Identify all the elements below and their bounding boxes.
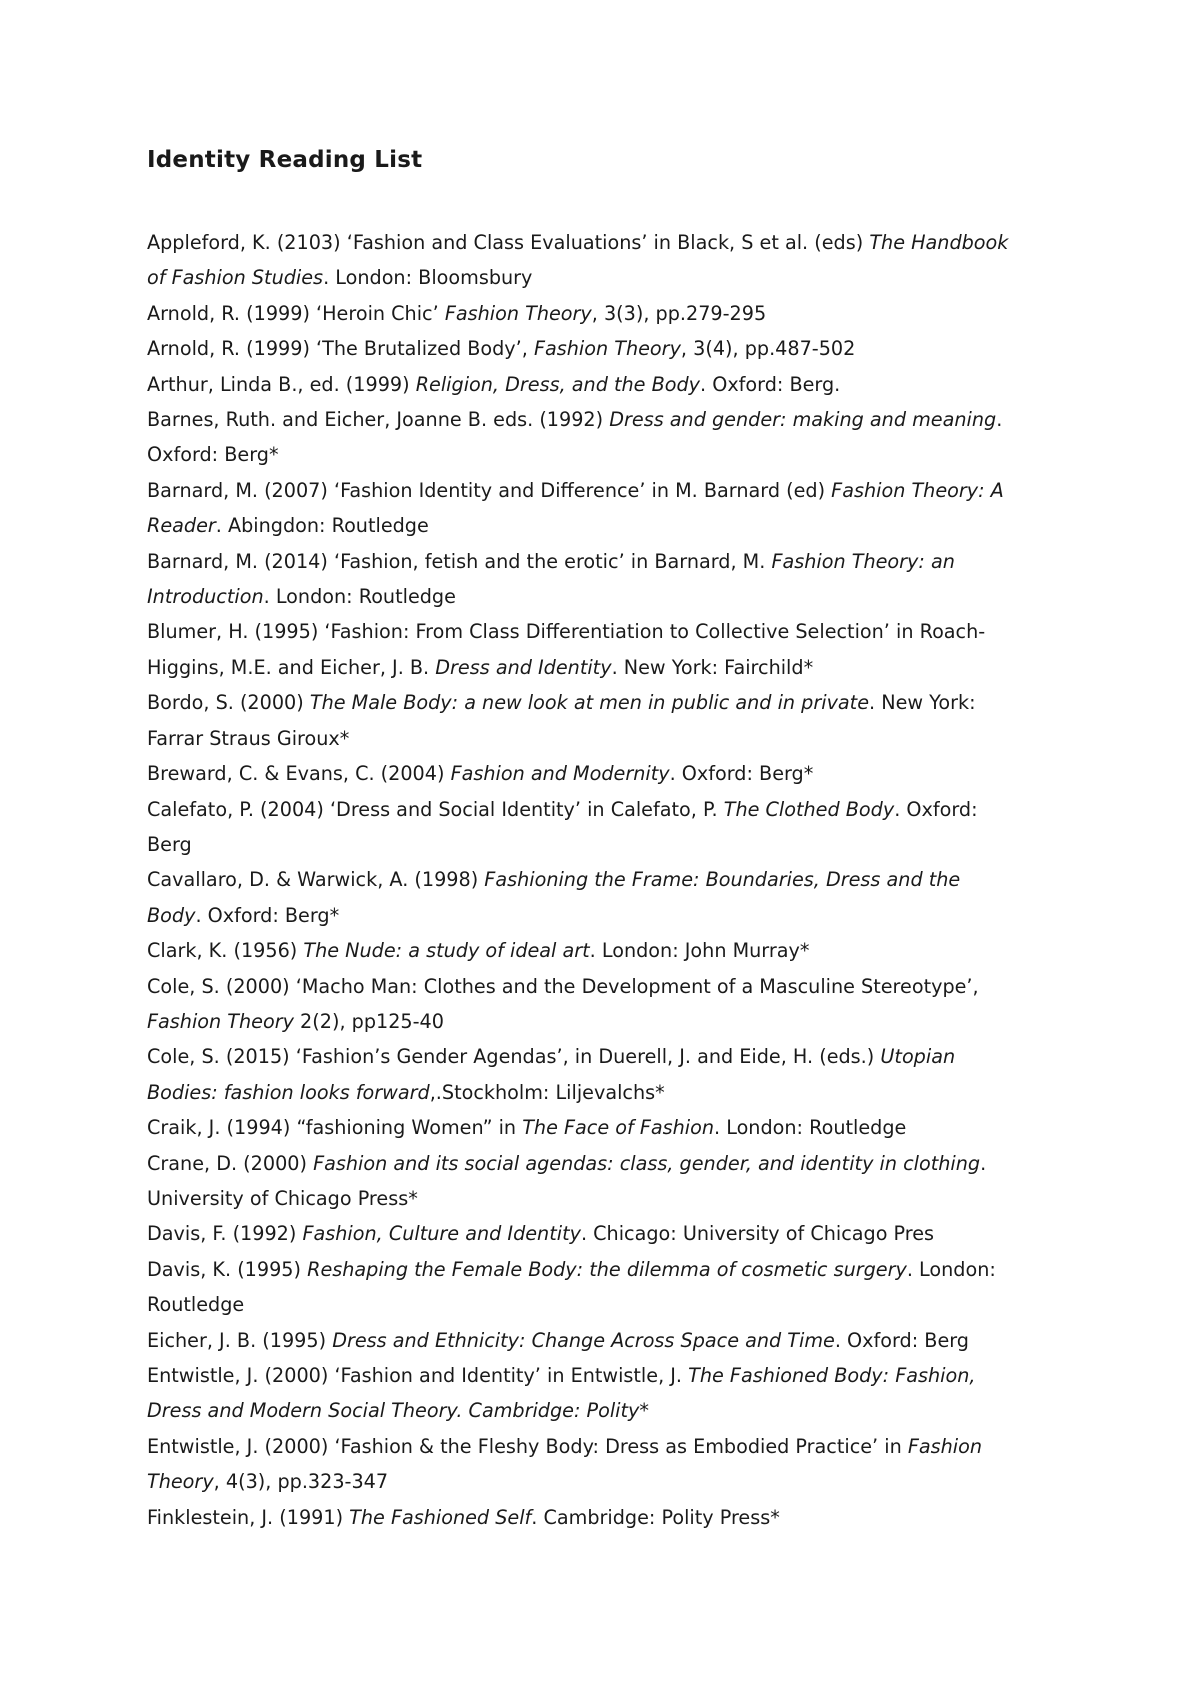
reference-text: . bbox=[980, 1151, 987, 1175]
reference-italic-text: Religion, Dress, and the Body bbox=[415, 372, 701, 396]
reference-line bbox=[147, 827, 1067, 862]
reference-italic-text: Theory bbox=[147, 1470, 214, 1494]
reference-text: Entwistle, J. (2000) ‘Fashion & the Fleshy Body: Dress as Embodied Practice’ in bbox=[147, 1434, 908, 1458]
reference-italic-text: Introduction bbox=[147, 585, 264, 609]
reference-text: . Oxford: Berg. bbox=[700, 372, 841, 396]
reference-text: Clark, K. (1956) bbox=[147, 939, 304, 963]
reference-text: . Cambridge: Polity Press* bbox=[531, 1505, 780, 1529]
reference-italic-text: Fashion Theory bbox=[533, 337, 681, 361]
reference-text: Crane, D. (2000) bbox=[147, 1151, 314, 1175]
reference-line bbox=[147, 402, 1067, 437]
reference-entry bbox=[147, 1110, 1067, 1145]
reference-line bbox=[147, 898, 1067, 933]
reference-italic-text: Dress and Ethnicity: Change Across Space and Time bbox=[332, 1328, 835, 1352]
reference-text: . London: bbox=[906, 1257, 996, 1281]
reference-entry bbox=[147, 1216, 1067, 1251]
reference-entry bbox=[147, 1252, 1067, 1323]
reference-entry bbox=[147, 1323, 1067, 1358]
reference-italic-text: Fashion, Culture and Identity bbox=[302, 1222, 581, 1246]
reference-text: , 3(4), pp.487-502 bbox=[680, 337, 856, 361]
reference-text: Barnard, M. (2014) ‘Fashion, fetish and the erotic’ in Barnard, M. bbox=[147, 549, 772, 573]
reference-line bbox=[147, 437, 1067, 472]
reference-italic-text: The Nude: a study of ideal art bbox=[303, 939, 590, 963]
reference-text: Calefato, P. (2004) ‘Dress and Social Identity’ in Calefato, P. bbox=[147, 797, 724, 821]
reference-line bbox=[147, 1252, 1067, 1287]
reference-entry bbox=[147, 473, 1067, 544]
reference-entry bbox=[147, 969, 1067, 1040]
reference-text: Routledge bbox=[147, 1293, 245, 1317]
reference-italic-text: The Male Body: a new look at men in public and in private bbox=[309, 691, 870, 715]
reference-line bbox=[147, 1393, 1067, 1428]
reference-text: Barnard, M. (2007) ‘Fashion Identity and Difference’ in M. Barnard (ed) bbox=[147, 478, 832, 502]
reference-text: . London: Routledge bbox=[714, 1116, 907, 1140]
reference-entry bbox=[147, 862, 1067, 933]
reference-text: . New York: bbox=[869, 691, 976, 715]
reference-italic-text: Fashion and its social agendas: class, gender, and identity in clothing bbox=[313, 1151, 981, 1175]
reference-text: Cole, S. (2000) ‘Macho Man: Clothes and the Development of a Masculine Stereotype’, bbox=[147, 974, 979, 998]
reference-line bbox=[147, 1323, 1067, 1358]
reference-line bbox=[147, 1500, 1067, 1535]
reference-text: Appleford, K. (2103) ‘Fashion and Class Evaluations’ in Black, S et al. (eds) bbox=[147, 231, 870, 254]
reference-text: Craik, J. (1994) “fashioning Women” in bbox=[147, 1116, 523, 1140]
reference-line bbox=[147, 969, 1067, 1004]
reference-italic-text: Body bbox=[147, 903, 196, 927]
reference-text: Arthur, Linda B., ed. (1999) bbox=[147, 372, 416, 396]
reference-italic-text: Dress and Modern Social Theory. Cambridge: Polity* bbox=[147, 1399, 649, 1423]
reference-text: Davis, F. (1992) bbox=[147, 1222, 303, 1246]
reference-line bbox=[147, 1146, 1067, 1181]
reference-text: Barnes, Ruth. and Eicher, Joanne B. eds. (1992) bbox=[147, 408, 610, 432]
reference-entry bbox=[147, 1358, 1067, 1429]
reference-text: . Chicago: University of Chicago Pres bbox=[580, 1222, 935, 1246]
reference-line bbox=[147, 721, 1067, 756]
reference-text: Cole, S. (2015) ‘Fashion’s Gender Agendas’, in Duerell, J. and Eide, H. (eds.) bbox=[147, 1045, 881, 1069]
reference-line bbox=[147, 933, 1067, 968]
reference-entry bbox=[147, 296, 1067, 331]
reference-line bbox=[147, 1004, 1067, 1039]
reference-italic-text: of Fashion Studies bbox=[147, 266, 324, 290]
reference-text: 2(2), pp125-40 bbox=[293, 1009, 444, 1033]
reference-list bbox=[147, 225, 1067, 1535]
reference-line bbox=[147, 260, 1067, 295]
reference-line bbox=[147, 1039, 1067, 1074]
reference-line bbox=[147, 1181, 1067, 1216]
reference-text: . Oxford: Berg bbox=[834, 1328, 969, 1352]
reference-entry bbox=[147, 367, 1067, 402]
reference-italic-text: Fashion bbox=[907, 1434, 983, 1458]
page-title: Identity Reading List bbox=[147, 147, 423, 173]
reference-line bbox=[147, 1110, 1067, 1145]
reference-line bbox=[147, 473, 1067, 508]
reference-text: . London: Bloomsbury bbox=[323, 266, 533, 290]
reference-text: . bbox=[996, 408, 1003, 432]
reference-line bbox=[147, 331, 1067, 366]
reference-text: Berg bbox=[147, 832, 192, 856]
reference-entry bbox=[147, 933, 1067, 968]
reference-entry bbox=[147, 1039, 1067, 1110]
reference-italic-text: Bodies: fashion looks forward bbox=[147, 1080, 430, 1104]
reference-entry bbox=[147, 402, 1067, 473]
reference-line bbox=[147, 367, 1067, 402]
reference-text: . New York: Fairchild* bbox=[611, 655, 814, 679]
reference-entry bbox=[147, 225, 1067, 296]
reference-text: . Oxford: Berg* bbox=[195, 903, 340, 927]
reference-line bbox=[147, 1075, 1067, 1110]
reference-italic-text: Fashion Theory: an bbox=[771, 549, 955, 573]
reference-italic-text: The Handbook bbox=[869, 231, 1009, 254]
reference-text: . Abingdon: Routledge bbox=[215, 514, 429, 538]
reference-text: . Oxford: bbox=[894, 797, 978, 821]
reference-italic-text: Dress and gender: making and meaning bbox=[609, 408, 997, 432]
reference-line bbox=[147, 792, 1067, 827]
reference-entry bbox=[147, 756, 1067, 791]
reference-line bbox=[147, 756, 1067, 791]
reference-entry bbox=[147, 1500, 1067, 1535]
reference-line bbox=[147, 1464, 1067, 1499]
reference-line bbox=[147, 579, 1067, 614]
reference-entry bbox=[147, 1429, 1067, 1500]
reference-line bbox=[147, 614, 1067, 649]
reference-italic-text: Fashioning the Frame: Boundaries, Dress and the bbox=[484, 868, 961, 892]
reference-line bbox=[147, 685, 1067, 720]
reference-line bbox=[147, 1429, 1067, 1464]
reference-italic-text: Utopian bbox=[880, 1045, 956, 1069]
reference-text: Entwistle, J. (2000) ‘Fashion and Identity’ in Entwistle, J. bbox=[147, 1364, 689, 1387]
reference-line bbox=[147, 1216, 1067, 1251]
reference-entry bbox=[147, 1146, 1067, 1217]
reference-text: . Oxford: Berg* bbox=[669, 762, 814, 786]
reference-italic-text: The Fashioned Self bbox=[349, 1505, 532, 1529]
reference-italic-text: Fashion and Modernity bbox=[450, 762, 670, 786]
reference-entry bbox=[147, 544, 1067, 615]
reference-italic-text: Fashion Theory: A bbox=[831, 478, 1004, 502]
reference-text: , 3(3), pp.279-295 bbox=[591, 301, 767, 325]
reference-text: . London: Routledge bbox=[263, 585, 456, 609]
reference-text: Breward, C. & Evans, C. (2004) bbox=[147, 762, 451, 786]
reference-text: Davis, K. (1995) bbox=[147, 1257, 308, 1281]
reference-text: ,.Stockholm: Liljevalchs* bbox=[429, 1080, 665, 1104]
reference-line bbox=[147, 544, 1067, 579]
reference-italic-text: Reader bbox=[147, 514, 216, 538]
reference-italic-text: Fashion Theory bbox=[147, 1009, 294, 1033]
reference-entry bbox=[147, 685, 1067, 756]
reference-line bbox=[147, 296, 1067, 331]
reference-line bbox=[147, 650, 1067, 685]
reference-text: University of Chicago Press* bbox=[147, 1186, 418, 1210]
reference-text: Finklestein, J. (1991) bbox=[147, 1505, 350, 1529]
reference-text: Bordo, S. (2000) bbox=[147, 691, 310, 715]
reference-text: , 4(3), pp.323-347 bbox=[213, 1470, 389, 1494]
reference-text: Higgins, M.E. and Eicher, J. B. bbox=[147, 655, 436, 679]
reference-line bbox=[147, 1287, 1067, 1322]
reference-italic-text: The Face of Fashion bbox=[522, 1116, 715, 1140]
reference-text: . London: John Murray* bbox=[589, 939, 810, 963]
reference-italic-text: The Clothed Body bbox=[723, 797, 895, 821]
reference-italic-text: Fashion Theory bbox=[444, 301, 592, 325]
reference-text: Eicher, J. B. (1995) bbox=[147, 1328, 333, 1352]
reference-text: Oxford: Berg* bbox=[147, 443, 279, 467]
reference-line bbox=[147, 1358, 1067, 1393]
reference-entry bbox=[147, 331, 1067, 366]
reference-line bbox=[147, 862, 1067, 897]
reference-text: Blumer, H. (1995) ‘Fashion: From Class Differentiation to Collective Selection’ in Roach- bbox=[147, 620, 986, 644]
reference-text: Cavallaro, D. & Warwick, A. (1998) bbox=[147, 868, 485, 892]
reference-text: Farrar Straus Giroux* bbox=[147, 726, 350, 750]
reference-text: Arnold, R. (1999) ‘The Brutalized Body’, bbox=[147, 337, 534, 361]
reference-italic-text: The Fashioned Body: Fashion, bbox=[688, 1364, 976, 1387]
reference-line bbox=[147, 225, 1067, 260]
reference-entry bbox=[147, 614, 1067, 685]
reference-italic-text: Dress and Identity bbox=[435, 655, 612, 679]
reference-text: Arnold, R. (1999) ‘Heroin Chic’ bbox=[147, 301, 445, 325]
reference-italic-text: Reshaping the Female Body: the dilemma of cosmetic surgery bbox=[307, 1257, 907, 1281]
reference-entry bbox=[147, 792, 1067, 863]
reference-line bbox=[147, 508, 1067, 543]
